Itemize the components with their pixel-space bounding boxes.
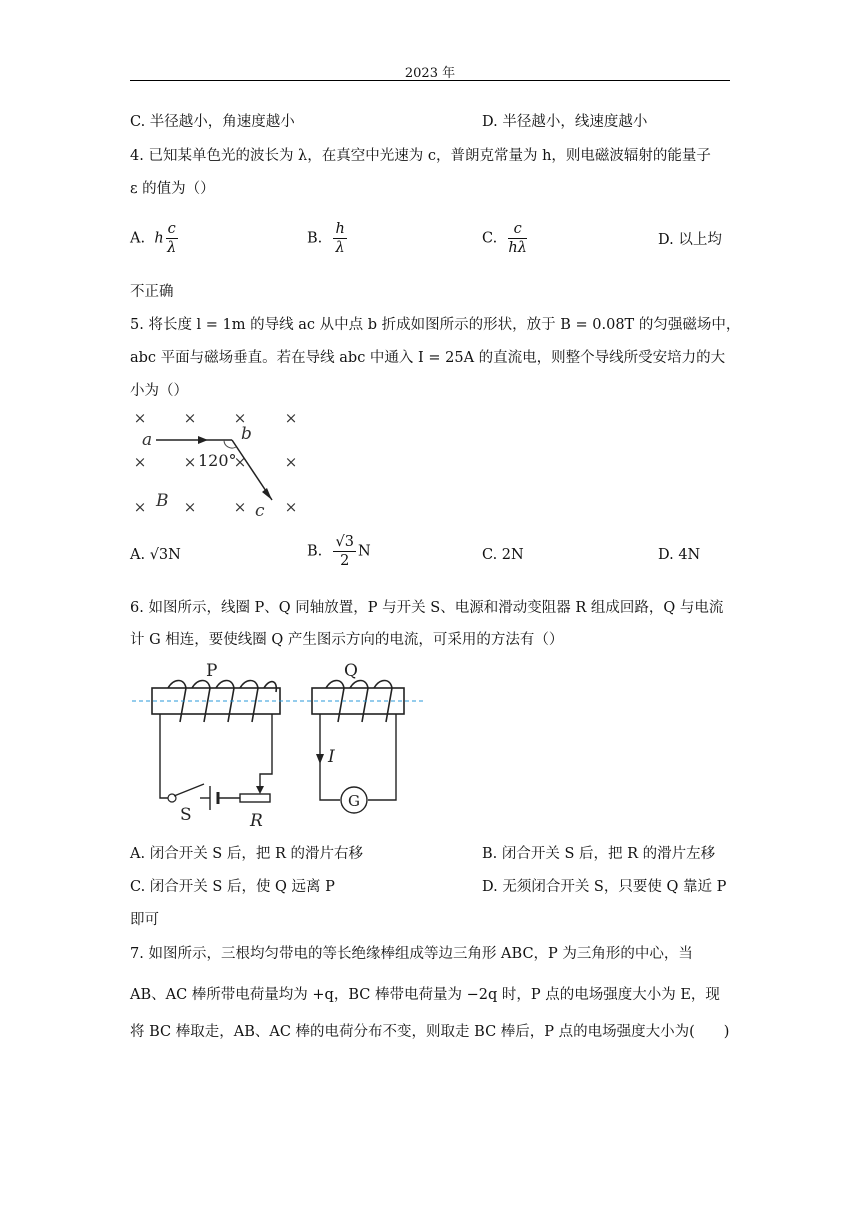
q7-stem-line3: 将 BC 棒取走，AB、AC 棒的电荷分布不变，则取走 BC 棒后，P 点的电场强度大小为( ): [130, 1024, 730, 1040]
q6-stem-line1: 6. 如图所示，线圈 P、Q 同轴放置，P 与开关 S、电源和滑动变阻器 R 组成回路，Q 与电流: [130, 600, 724, 616]
q4-option-d-continued: 不正确: [130, 284, 174, 300]
label-current-i: I: [328, 747, 335, 767]
label-c: c: [255, 501, 265, 521]
label-galvanometer: G: [348, 792, 360, 810]
label-coil-q: Q: [344, 661, 358, 681]
current-direction-arrow: [316, 754, 324, 764]
q7-stem-line2: AB、AC 棒所带电荷量均为 +q，BC 棒带电荷量为 −2q 时，P 点的电场强度大小为 E，现: [130, 987, 720, 1003]
field-cross: ×: [133, 498, 147, 516]
q4-stem-line1: 4. 已知某单色光的波长为 λ，在真空中光速为 c，普朗克常量为 h，则电磁波辐射的能量子: [130, 148, 711, 164]
q3-option-c: C. 半径越小，角速度越小: [130, 114, 295, 130]
wire-p-left: [160, 714, 172, 798]
q5-option-d: D. 4N: [658, 547, 701, 563]
q6-option-b: B. 闭合开关 S 后，把 R 的滑片左移: [482, 846, 716, 862]
rheostat-slider-wire: [260, 714, 272, 788]
q5-magnetic-field-figure: [128, 404, 308, 522]
label-b: b: [241, 424, 252, 444]
header-rule: [130, 80, 730, 81]
field-cross: ×: [183, 453, 197, 471]
label-field-B: B: [156, 491, 169, 511]
q4-option-a: A. h $\frac{c}{\lambda}$: [130, 221, 177, 256]
label-angle: 120°: [198, 451, 237, 470]
page-header: 2023 年: [404, 66, 456, 81]
q4-option-c: C. $\frac{c}{h\lambda}$: [482, 221, 527, 256]
q5-option-c: C. 2N: [482, 547, 524, 563]
q6-option-c: C. 闭合开关 S 后，使 Q 远离 P: [130, 879, 335, 895]
field-cross: ×: [284, 453, 298, 471]
label-a: a: [142, 430, 153, 450]
q5-option-b: B. $\frac{√3}{2}$ N: [307, 534, 371, 569]
q4-option-d: D. 以上均: [658, 232, 722, 248]
field-cross: ×: [133, 409, 147, 427]
field-cross: ×: [183, 498, 197, 516]
q6-option-d-continued: 即可: [130, 912, 159, 928]
rheostat-r: [240, 794, 270, 802]
q4-option-b: B. $\frac{h}{\lambda}$: [307, 221, 345, 256]
current-arrow-bc: [262, 488, 272, 500]
q6-stem-line2: 计 G 相连，要使线圈 Q 产生图示方向的电流，可采用的方法有（）: [130, 632, 564, 648]
label-rheostat-r: R: [250, 811, 263, 831]
q6-coil-circuit-figure: [128, 660, 428, 832]
wire-q-right: [368, 714, 396, 800]
q6-option-d: D. 无须闭合开关 S，只要使 Q 靠近 P: [482, 879, 727, 895]
field-cross: ×: [133, 453, 147, 471]
rheostat-slider-arrow: [256, 786, 264, 794]
field-cross: ×: [233, 409, 247, 427]
label-coil-p: P: [206, 661, 218, 681]
q7-stem-line1: 7. 如图所示，三根均匀带电的等长绝缘棒组成等边三角形 ABC，P 为三角形的中心，当: [130, 946, 693, 962]
field-cross: ×: [233, 453, 247, 471]
field-cross: ×: [284, 409, 298, 427]
q3-option-d: D. 半径越小，线速度越小: [482, 114, 648, 130]
q4-stem-line2: ε 的值为（）: [130, 181, 215, 197]
q5-stem-line2: abc 平面与磁场垂直。若在导线 abc 中通入 I = 25A 的直流电，则整个导线所受安培力的大: [130, 350, 726, 366]
q6-option-a: A. 闭合开关 S 后，把 R 的滑片右移: [130, 846, 363, 862]
label-switch-s: S: [180, 805, 192, 825]
field-cross: ×: [233, 498, 247, 516]
q5-stem-line1: 5. 将长度 l = 1m 的导线 ac 从中点 b 折成如图所示的形状，放于 B = 0.08T 的匀强磁场中，: [130, 317, 741, 333]
field-cross: ×: [183, 409, 197, 427]
current-arrow-ab: [198, 436, 208, 444]
switch-s-blade: [174, 784, 204, 796]
field-cross: ×: [284, 498, 298, 516]
q5-option-a: A. √3N: [130, 547, 181, 563]
q5-stem-line3: 小为（）: [130, 383, 188, 399]
